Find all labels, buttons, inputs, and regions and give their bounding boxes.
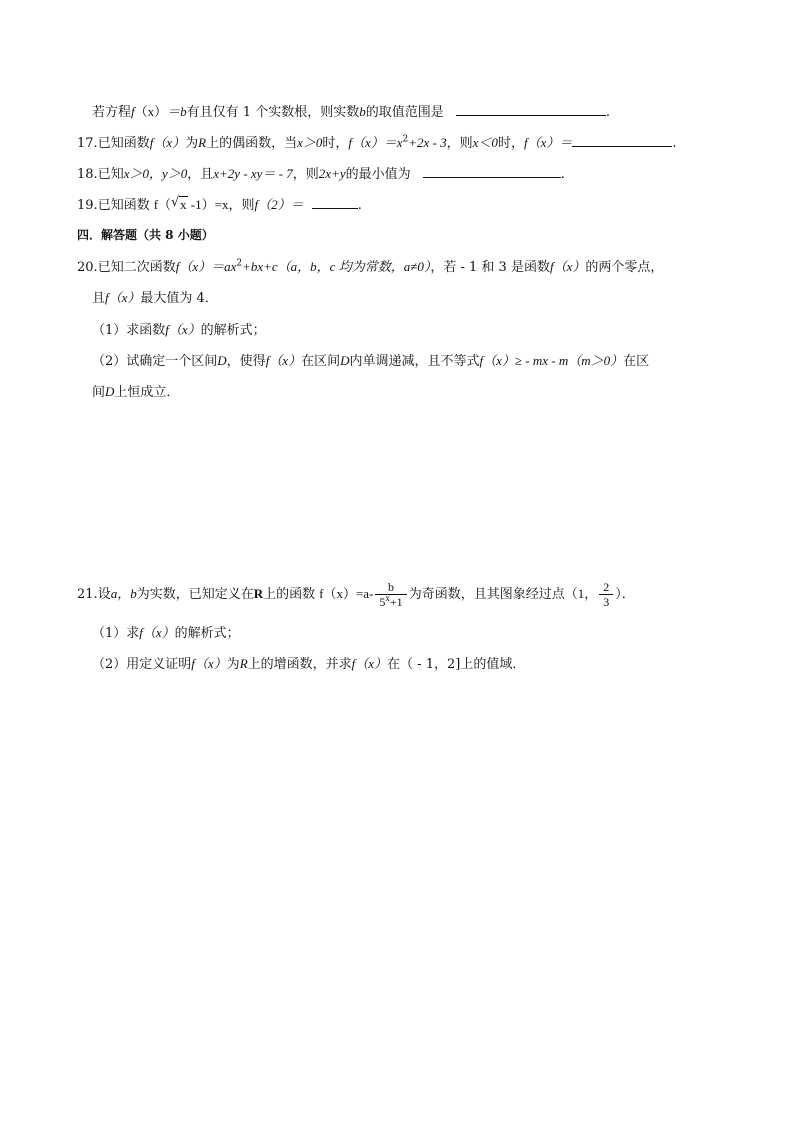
- math: x＞0: [297, 135, 323, 150]
- answer-blank[interactable]: [456, 103, 606, 116]
- math: f（: [153, 197, 172, 212]
- math: x＜0: [472, 135, 498, 150]
- question-number: 17.: [77, 136, 98, 151]
- fraction: $\frac{b}{5^x+1}$: [375, 580, 406, 609]
- text: 为奇函数，且其图象经过点: [408, 587, 565, 602]
- question-number: 19.: [77, 198, 98, 213]
- answer-blank[interactable]: [572, 134, 672, 147]
- math: 2: [236, 258, 243, 269]
- question-20-part-2-cont: [92, 383, 179, 402]
- text: 在（ - 1，2]上的值域．: [387, 657, 526, 672]
- math: 2x+y: [318, 166, 346, 181]
- question-19: [77, 196, 362, 215]
- math: R: [198, 135, 207, 150]
- text: 已知二次函数: [97, 260, 176, 275]
- math: f（x）: [149, 135, 186, 150]
- question-18: [77, 165, 565, 184]
- text: .: [672, 136, 677, 151]
- math: f（x）: [351, 656, 388, 671]
- math: R: [239, 656, 248, 671]
- text: 且: [92, 291, 106, 306]
- text: ，且: [187, 167, 214, 182]
- math: ）．: [615, 586, 635, 601]
- math: （1，: [564, 586, 598, 601]
- question-16-tail: [92, 103, 610, 122]
- text: 若方程: [92, 105, 132, 120]
- text: 上的函数: [263, 587, 316, 602]
- math: D: [340, 353, 350, 368]
- math: f（x）: [165, 322, 201, 337]
- math: ＝b: [167, 104, 187, 119]
- text: （1）求: [92, 626, 140, 641]
- question-17: [77, 134, 676, 153]
- text: 的解析式；: [200, 323, 266, 338]
- text: .: [357, 198, 362, 213]
- question-21: [77, 579, 635, 610]
- text: 的取值范围是: [365, 105, 444, 120]
- text: .: [605, 105, 611, 120]
- answer-blank[interactable]: [312, 196, 358, 209]
- text: （2）试确定一个区间: [92, 354, 218, 369]
- question-20-line-2: [92, 289, 218, 308]
- math: f（x）＝x: [348, 135, 403, 150]
- text: （1）求函数: [92, 323, 166, 338]
- math: R: [253, 586, 264, 601]
- math: （x）: [134, 104, 168, 119]
- text: 最大值为 4．: [140, 291, 218, 306]
- text: 为: [185, 136, 199, 151]
- math: +bx+c（a，b，c 均为常数，a≠0）: [242, 259, 431, 274]
- math: f（x）: [105, 290, 141, 305]
- math: x＞0，y＞0: [123, 166, 188, 181]
- math: D: [217, 353, 227, 368]
- text: 的最小值为: [345, 167, 411, 182]
- text: ，若 - 1 和 3 是函数: [430, 260, 550, 275]
- text: 的解析式；: [174, 626, 240, 641]
- text: 内单调递减，且不等式: [349, 354, 480, 369]
- math: a，b: [110, 586, 137, 601]
- question-20-part-2: [92, 352, 649, 371]
- text: 为实数，已知定义在: [136, 587, 254, 602]
- text: 设: [97, 587, 111, 602]
- question-number: 21.: [77, 587, 98, 602]
- math: D: [105, 384, 115, 399]
- math: f（x）＝: [523, 135, 573, 150]
- text: 时，: [322, 136, 349, 151]
- math: +2x - 3: [408, 135, 447, 150]
- math: f（x）: [191, 656, 227, 671]
- text: 时，: [497, 136, 524, 151]
- section-title: 四．解答题（共 8 小题）: [77, 228, 214, 242]
- square-root: √ x: [171, 195, 187, 212]
- text: 已知: [97, 167, 124, 182]
- answer-blank[interactable]: [423, 165, 561, 178]
- math: f（x）: [265, 353, 302, 368]
- question-number: 18.: [77, 167, 98, 182]
- math: f（x）=a-: [319, 586, 374, 601]
- text: 在区间: [301, 354, 341, 369]
- math: x+2y - xy＝ - 7: [213, 166, 293, 181]
- text: 上的增函数，并求: [247, 657, 352, 672]
- math: f（x）≥ - mx - m（m＞0）: [479, 353, 624, 368]
- text: ，则: [446, 136, 473, 151]
- math: b: [359, 104, 366, 119]
- question-20-line-1: [77, 258, 663, 277]
- math: f（x）: [549, 259, 586, 274]
- math: f: [131, 104, 135, 119]
- text: ，则: [228, 198, 255, 213]
- text: ，则: [292, 167, 319, 182]
- text: 已知函数: [97, 198, 150, 213]
- question-number: 20.: [77, 260, 98, 275]
- text: .: [560, 167, 565, 182]
- math: 2: [402, 134, 409, 145]
- text: 上的偶函数，当: [206, 136, 298, 151]
- text: 间: [92, 385, 106, 400]
- text: 为: [226, 657, 240, 672]
- text: ，使得: [226, 354, 266, 369]
- math: -1）=x: [187, 197, 229, 212]
- question-20-part-1: [92, 321, 266, 340]
- math: f（2）＝: [254, 197, 304, 212]
- text: 已知函数: [97, 136, 150, 151]
- text: （2）用定义证明: [92, 657, 192, 672]
- text: 上恒成立．: [114, 385, 180, 400]
- text: 在区: [623, 354, 650, 369]
- text: 有且仅有 1 个实数根，则实数: [186, 105, 360, 120]
- fraction: $\frac{2}{3}$: [599, 580, 613, 609]
- question-21-part-1: [92, 624, 240, 643]
- question-21-part-2: [92, 655, 525, 674]
- math: f（x）: [139, 625, 175, 640]
- text: 的两个零点，: [585, 260, 664, 275]
- math: f（x）＝ax: [175, 259, 237, 274]
